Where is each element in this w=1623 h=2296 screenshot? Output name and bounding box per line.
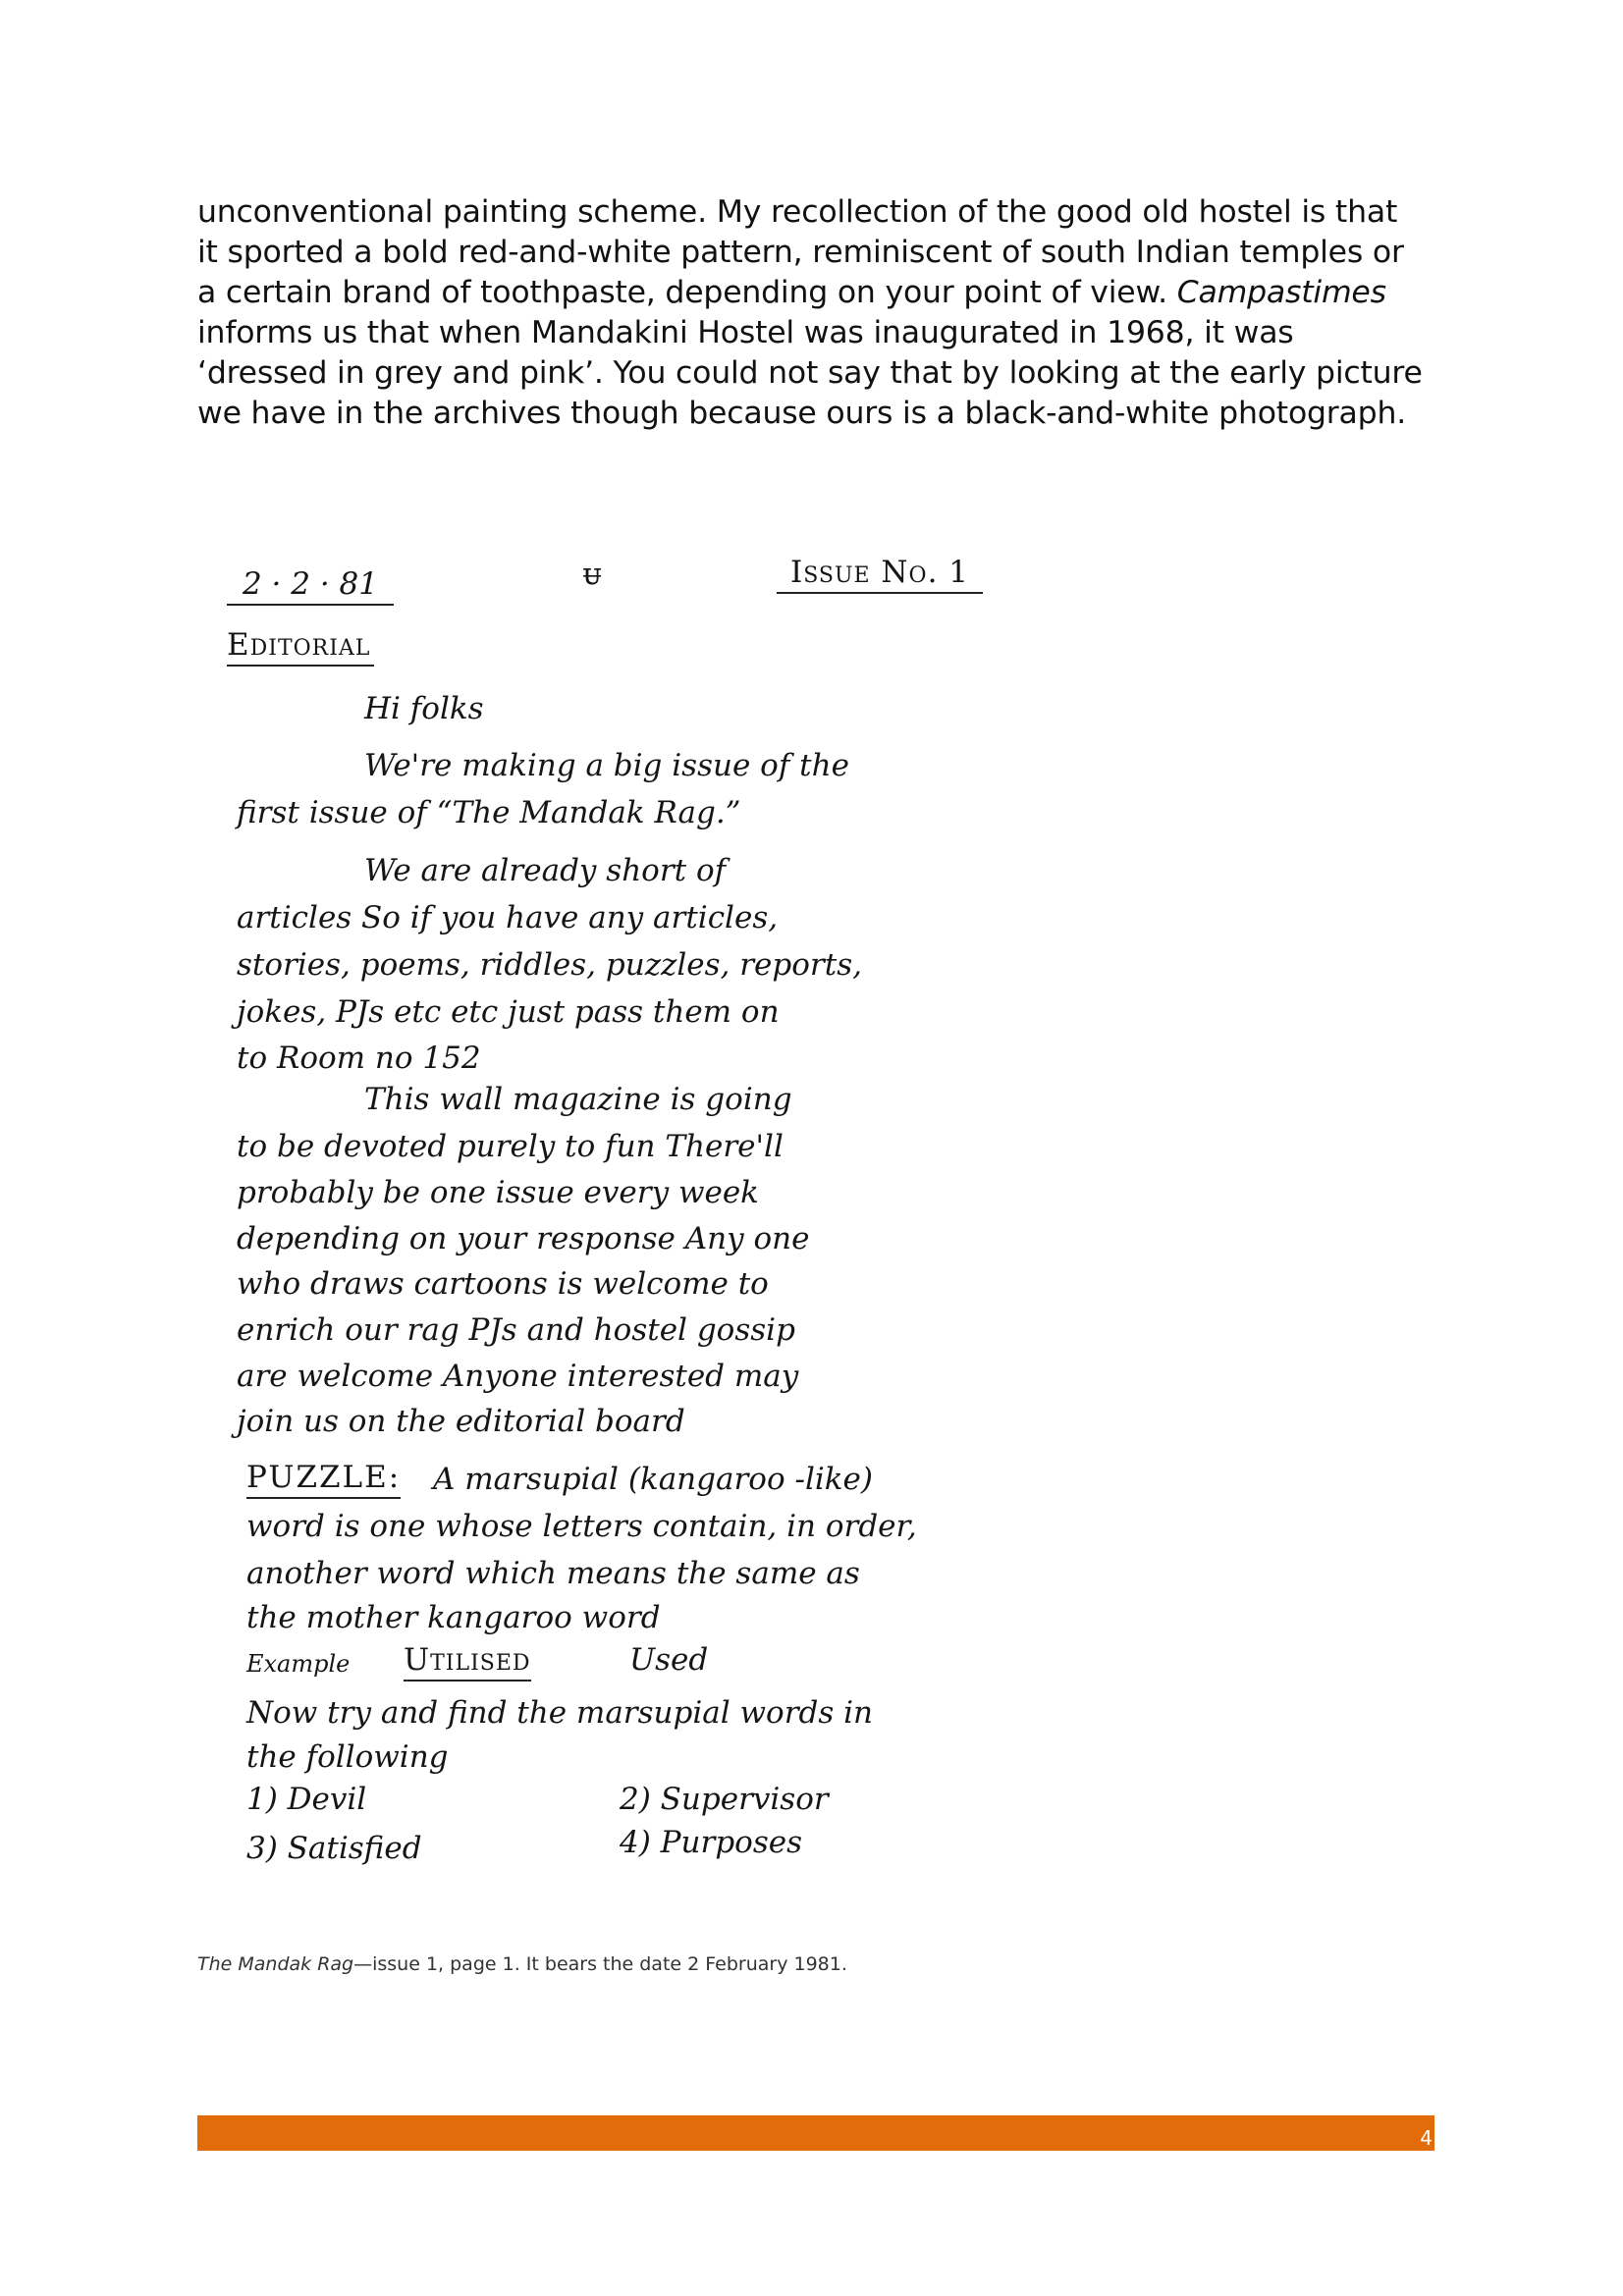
scan-line-6: stories, poems, riddles, puzzles, reports, [237,947,862,983]
scan-line-3: first issue of “The Mandak Rag.” [237,795,741,830]
caption-title-italic: The Mandak Rag [197,1953,354,1975]
scan-item-4: 4) Purposes [620,1825,802,1860]
scan-mark: ᵾ [583,557,602,592]
scan-line-11: probably be one issue every week [237,1175,759,1210]
scan-puzzle-line-2: another word which means the same as [246,1556,860,1591]
scan-line-13: who draws cartoons is welcome to [237,1266,769,1302]
scan-line-7: jokes, PJs etc etc just pass them on [237,994,780,1030]
scan-puzzle-line-3: the mother kangaroo word [246,1600,661,1635]
figure-caption [197,1953,847,1975]
scan-issue-number: Issue No. 1 [777,553,983,594]
scan-instruction-1: Now try and find the marsupial words in [246,1695,874,1731]
scan-puzzle-label: PUZZLE: [246,1458,401,1499]
scan-puzzle-line-1: word is one whose letters contain, in order, [246,1509,917,1544]
footer-bar [197,2115,1434,2151]
body-text-part1: unconventional painting scheme. My recollection of the good old hostel is that it sported a bold red-and-white pattern, reminiscent of south Indian temples or a certain brand of toothpaste, depending on your point of view. [197,194,1404,310]
scan-puzzle-first: A marsupial (kangaroo -like) [433,1462,874,1497]
campastimes-italic: Campastimes [1176,275,1386,310]
scan-line-12: depending on your response Any one [237,1221,810,1256]
scan-line-9: This wall magazine is going [364,1082,792,1117]
body-text-part3: informs us that when Mandakini Hostel was inaugurated in 1968, it was ‘dressed in grey and pink’. You could not say that by looking at the early picture we have in the archives though because ours is a black-and-white photograph. [197,315,1423,431]
handwritten-scan [197,535,1061,1885]
scan-line-8: to Room no 152 [237,1041,481,1076]
scan-line-5: articles So if you have any articles, [237,900,779,935]
scan-editorial-heading: Editorial [227,625,374,667]
body-paragraph [197,192,1425,434]
scan-instruction-2: the following [246,1739,449,1775]
scan-item-2: 2) Supervisor [620,1782,829,1817]
scan-example-label: Example [246,1650,351,1678]
scan-line-4: We are already short of [364,853,727,888]
page-number: 4 [1420,2126,1433,2150]
scan-item-1: 1) Devil [246,1782,367,1817]
scan-date: 2 · 2 · 81 [227,564,394,606]
scan-line-10: to be devoted purely to fun There'll [237,1129,784,1164]
scan-line-1: Hi folks [364,691,484,726]
scan-line-15: are welcome Anyone interested may [237,1359,799,1394]
scan-example-answer: Used [629,1642,709,1678]
scan-item-3: 3) Satisfied [246,1831,422,1866]
caption-rest: —issue 1, page 1. It bears the date 2 February 1981. [353,1953,847,1975]
scan-line-16: join us on the editorial board [237,1404,685,1439]
scan-example-word: Utilised [404,1640,531,1682]
scan-line-2: We're making a big issue of the [364,748,849,783]
scan-line-14: enrich our rag PJs and hostel gossip [237,1312,795,1348]
